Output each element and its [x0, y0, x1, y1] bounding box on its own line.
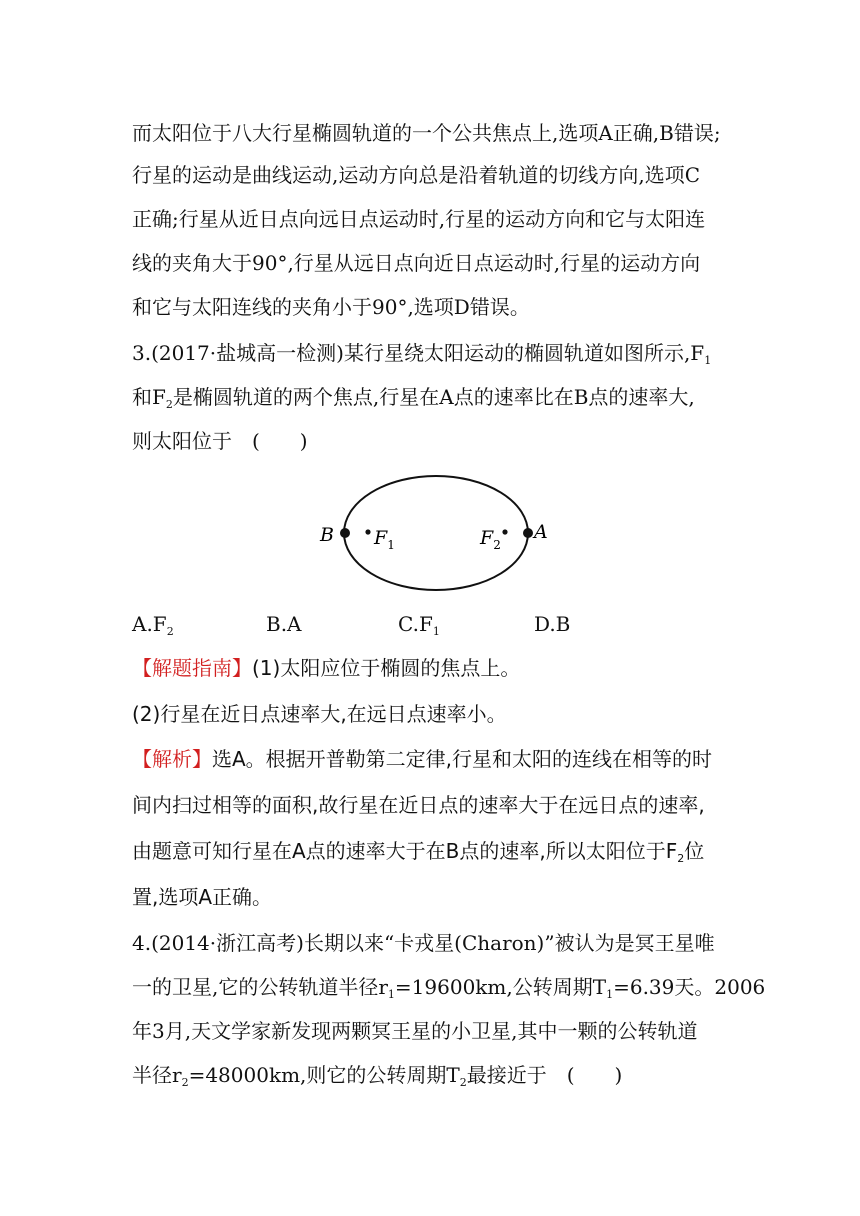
text-line: 线的夹角大于90°,行星从远日点向近日点运动时,行星的运动方向 [132, 251, 701, 275]
point-b [340, 528, 350, 538]
orbit-ellipse [344, 476, 528, 590]
analysis-tag: 【解析】 [132, 747, 212, 771]
analysis-line-2: 间内扫过相等的面积,故行星在近日点的速率大于在远日点的速率, [132, 793, 705, 817]
option-a: $A.F_2$ [132, 612, 174, 638]
analysis-line-3: 由题意可知行星在A点的速率大于在B点的速率,所以太阳位于$F_2$位 [132, 839, 705, 865]
question-4-line-4: 半径$r_2=48000km$,则它的公转周期$T_2$最接近于 ( ) [132, 1063, 623, 1089]
guide-line-1: 【解题指南】(1)太阳应位于椭圆的焦点上。 [132, 656, 521, 680]
question-4-line-3: 年3月,天文学家新发现两颗冥王星的小卫星,其中一颗的公转轨道 [132, 1019, 698, 1043]
question-4-line-1: 4.(2014·浙江高考)长期以来“卡戎星(Charon)”被认为是冥王星唯 [132, 931, 715, 955]
text-line: 和它与太阳连线的夹角小于90°,选项D错误。 [132, 295, 530, 319]
question-3-line-1: 3.(2017·盐城高一检测)某行星绕太阳运动的椭圆轨道如图所示$,F_1$ [132, 341, 712, 367]
label-f2: $F_2$ [480, 527, 501, 552]
text-line: 行星的运动是曲线运动,运动方向总是沿着轨道的切线方向,选项C [132, 163, 701, 187]
option-b: B.A [266, 612, 302, 636]
analysis-line-4: 置,选项A正确。 [132, 885, 273, 909]
question-4-line-2: 一的卫星,它的公转轨道半径$r_1=19600km$,公转周期$T_1=6.39$天。2006 [132, 975, 766, 1001]
focus-f1 [365, 529, 370, 534]
analysis-line-1: 【解析】选A。根据开普勒第二定律,行星和太阳的连线在相等的时 [132, 747, 713, 771]
focus-f2 [502, 529, 507, 534]
text-line: 正确;行星从近日点向远日点运动时,行星的运动方向和它与太阳连 [132, 207, 706, 231]
ellipse-orbit-diagram [300, 470, 570, 610]
point-a [523, 528, 533, 538]
question-3-line-2: 和$F_2$是椭圆轨道的两个焦点,行星在A点的速率比在B点的速率大, [132, 385, 695, 411]
guide-line-2: (2)行星在近日点速率大,在远日点速率小。 [132, 702, 507, 726]
label-b: B [320, 524, 334, 546]
option-c: $C.F_1$ [398, 612, 440, 638]
text-line: 而太阳位于八大行星椭圆轨道的一个公共焦点上,选项A正确,B错误; [132, 121, 721, 145]
label-f1: $F_1$ [374, 527, 395, 552]
question-3-line-3: 则太阳位于 ( ) [132, 429, 308, 453]
option-d: D.B [534, 612, 571, 636]
label-a: A [534, 521, 548, 543]
guide-tag: 【解题指南】 [132, 656, 252, 680]
